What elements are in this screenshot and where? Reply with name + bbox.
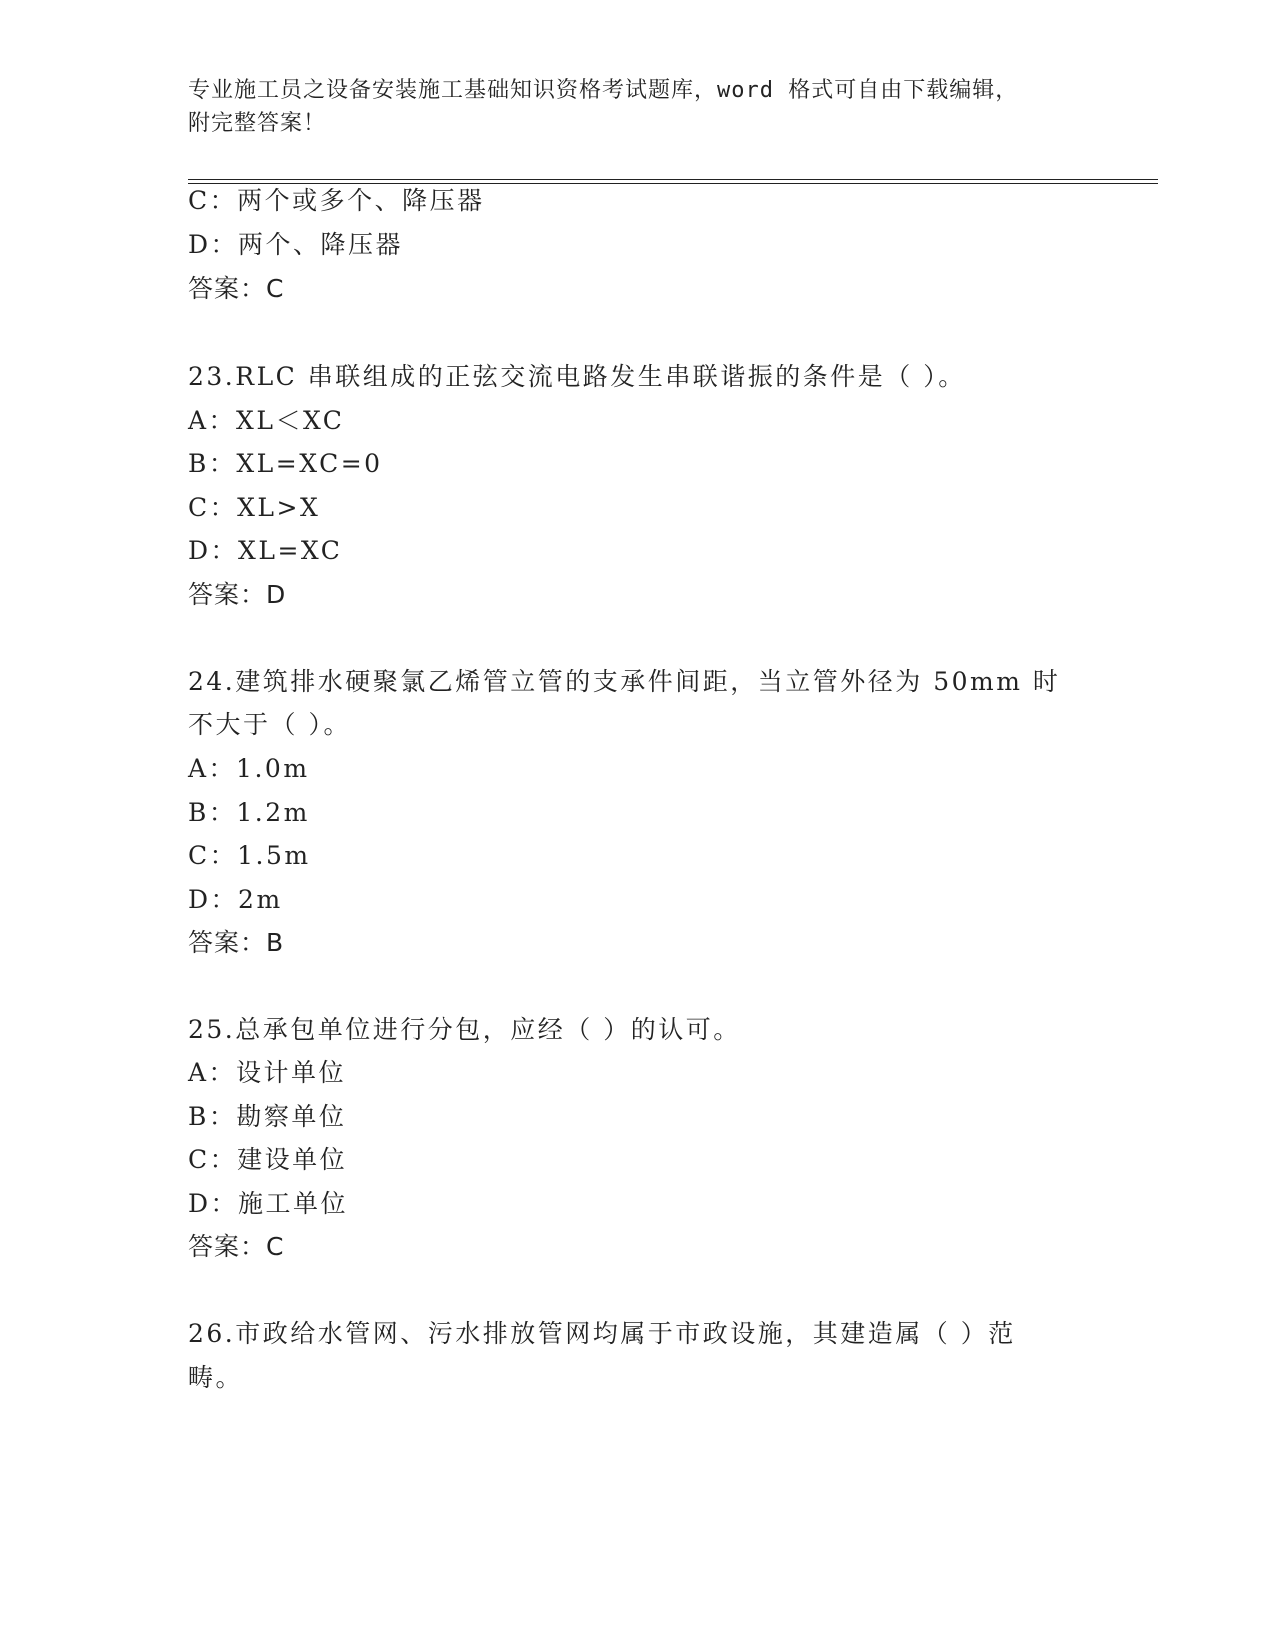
q25-option-b: B：勘察单位 [188,1102,347,1131]
header-line-2: 附完整答案！ [188,111,327,136]
q23-option-a: A：XL＜XC [188,406,345,435]
document-header [188,74,1068,140]
header-line-1: 专业施工员之设备安装施工基础知识资格考试题库，word 格式可自由下载编辑， [188,78,1019,103]
q22-option-d: D：两个、降压器 [188,230,404,259]
q25-option-c: C：建设单位 [188,1145,348,1174]
q25-option-d: D：施工单位 [188,1189,349,1218]
header-divider-top [188,179,1158,180]
q23-stem: 23.RLC 串联组成的正弦交流电路发生串联谐振的条件是（ ）。 [188,362,966,391]
q24-option-d: D：2m [188,885,283,914]
q24-option-a: A：1.0m [188,754,310,783]
q25-stem: 25.总承包单位进行分包，应经（ ）的认可。 [188,1015,741,1044]
q24-stem-line-1: 24.建筑排水硬聚氯乙烯管立管的支承件间距，当立管外径为 50mm 时 [188,667,1061,696]
q23-option-c: C：XL>X [188,493,321,522]
q23-option-b: B：XL=XC=0 [188,449,383,478]
q24-stem-line-2: 不大于（ ）。 [188,710,351,739]
q23-option-d: D：XL=XC [188,536,343,565]
q25-option-a: A：设计单位 [188,1058,347,1087]
q24-option-b: B：1.2m [188,798,310,827]
header-divider-bottom [188,183,1158,184]
q26-stem-line-1: 26.市政给水管网、污水排放管网均属于市政设施，其建造属（ ）范 [188,1319,1016,1348]
q24-option-c: C：1.5m [188,841,311,870]
q22-answer: 答案：C [188,274,285,303]
q25-answer: 答案：C [188,1232,285,1261]
q23-answer: 答案：D [188,580,287,609]
q22-option-c: C：两个或多个、降压器 [188,186,485,215]
q26-stem-line-2: 畴。 [188,1363,244,1392]
q24-answer: 答案：B [188,928,285,957]
